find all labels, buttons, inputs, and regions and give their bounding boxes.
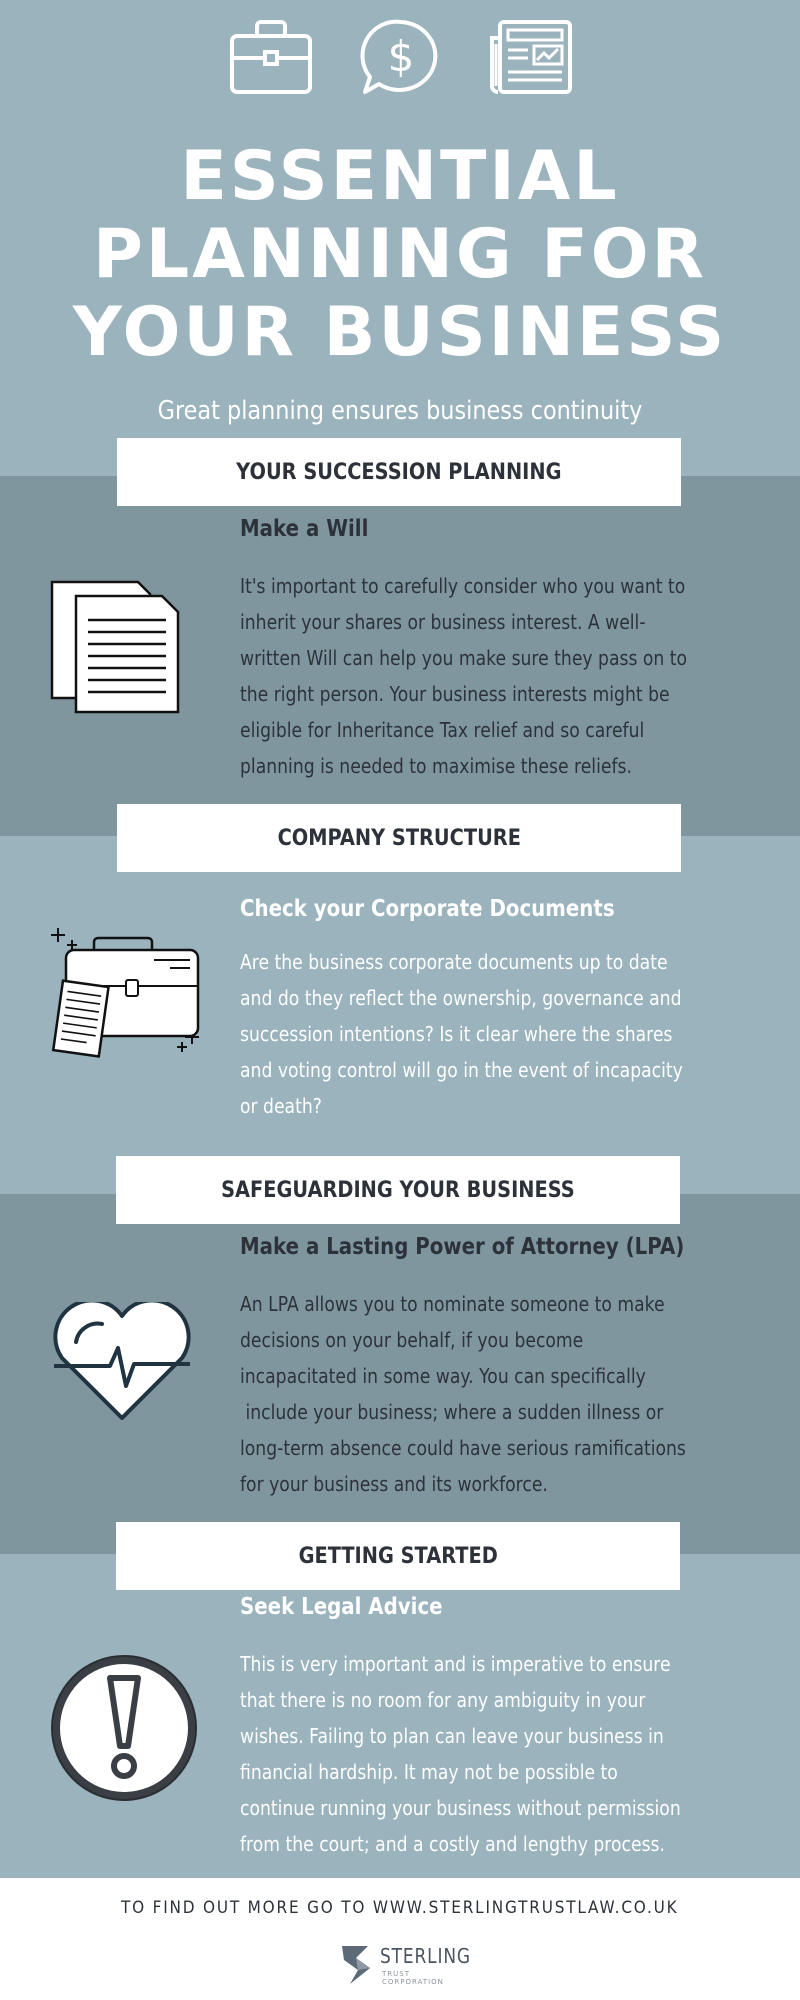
section-company-structure <box>0 825 800 1194</box>
body-line: written Will can help you make sure they pass on to <box>240 646 688 670</box>
body-line: continue running your business without permission <box>240 1796 681 1820</box>
dollar-speech-icon <box>358 18 444 98</box>
body-line: that there is no room for any ambiguity in your <box>240 1688 646 1712</box>
body-line: An LPA allows you to nominate someone to make <box>240 1292 665 1316</box>
body-line: incapacitated in some way. You can specifically <box>240 1364 646 1388</box>
newspaper-icon <box>488 18 574 98</box>
body-line: wishes. Failing to plan can leave your business in <box>240 1724 664 1748</box>
body-line: long-term absence could have serious ramifications <box>240 1436 686 1460</box>
exclamation-icon <box>48 1652 200 1804</box>
section-heading: YOUR SUCCESSION PLANNING <box>117 438 681 506</box>
header <box>0 0 800 476</box>
section-body <box>240 944 760 1124</box>
section-getting-started <box>0 1543 800 1878</box>
title-line: PLANNING FOR <box>93 215 707 294</box>
body-line: inherit your shares or business interest. A well- <box>240 610 646 634</box>
body-line: financial hardship. It may not be possible to <box>240 1760 618 1784</box>
logo-tagline: TRUST CORPORATION <box>382 1970 444 1986</box>
body-line: eligible for Inheritance Tax relief and so careful <box>240 718 645 742</box>
body-line: It's important to carefully consider who you want to <box>240 574 686 598</box>
title-line: YOUR BUSINESS <box>72 293 728 372</box>
section-heading: SAFEGUARDING YOUR BUSINESS <box>116 1156 680 1224</box>
title-line: ESSENTIAL <box>180 137 620 216</box>
section-subheading: Make a Lasting Power of Attorney (LPA) <box>240 1234 685 1260</box>
svg-text:$: $ <box>387 32 415 81</box>
section-body <box>240 568 760 784</box>
body-line: succession intentions? Is it clear where the shares <box>240 1022 673 1046</box>
heartbeat-icon <box>52 1302 192 1424</box>
body-line: the right person. Your business interests might be <box>240 682 670 706</box>
page-subtitle: Great planning ensures business continuity <box>157 396 643 426</box>
page-title <box>0 138 800 372</box>
body-line: This is very important and is imperative to ensure <box>240 1652 671 1676</box>
body-line: include your business; where a sudden illness or <box>240 1400 664 1424</box>
body-line: Are the business corporate documents up to date <box>240 950 668 974</box>
section-succession <box>0 459 800 836</box>
section-heading: GETTING STARTED <box>116 1522 680 1590</box>
briefcase-documents-icon <box>50 920 210 1060</box>
footer-cta: TO FIND OUT MORE GO TO WWW.STERLINGTRUSTLAW.CO.UK <box>121 1898 679 1918</box>
section-safeguarding <box>0 1177 800 1554</box>
body-line: or death? <box>240 1094 322 1118</box>
body-line: and voting control will go in the event of incapacity <box>240 1058 683 1082</box>
section-subheading: Check your Corporate Documents <box>240 896 615 922</box>
section-heading: COMPANY STRUCTURE <box>117 804 681 872</box>
section-body <box>240 1286 760 1502</box>
body-line: planning is needed to maximise these reliefs. <box>240 754 632 778</box>
footer <box>0 1878 800 2000</box>
body-line: decisions on your behalf, if you become <box>240 1328 584 1352</box>
logo-mark-icon <box>338 1942 376 1986</box>
section-subheading: Make a Will <box>240 516 369 542</box>
briefcase-icon <box>228 18 314 98</box>
top-icon-row <box>0 18 800 98</box>
section-subheading: Seek Legal Advice <box>240 1594 443 1620</box>
section-body <box>240 1646 760 1862</box>
sterling-logo <box>334 1940 474 1990</box>
logo-name: STERLING <box>380 1944 471 1968</box>
documents-icon <box>50 580 182 716</box>
body-line: from the court; and a costly and lengthy process. <box>240 1832 665 1856</box>
body-line: for your business and its workforce. <box>240 1472 548 1496</box>
body-line: and do they reflect the ownership, governance and <box>240 986 682 1010</box>
